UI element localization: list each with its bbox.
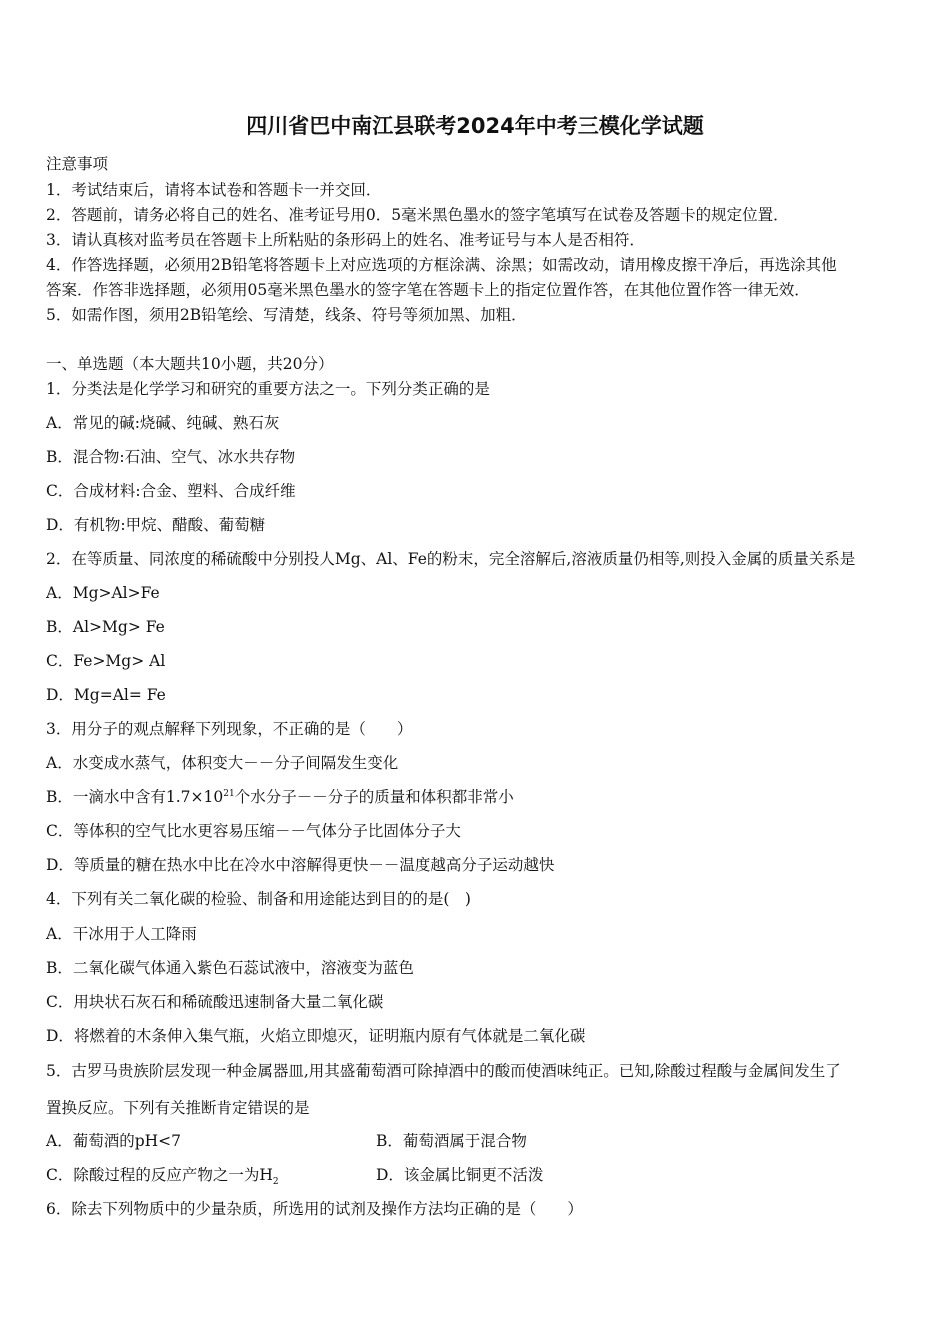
notice-item-2: 2．答题前，请务必将自己的姓名、准考证号用0．5毫米黑色墨水的签字笔填写在试卷及答题卡的规定位置． bbox=[46, 206, 789, 224]
q5-option-b: B．葡萄酒属于混合物 bbox=[376, 1132, 527, 1150]
q4-stem: 4．下列有关二氧化碳的检验、制备和用途能达到目的的是( ) bbox=[46, 890, 471, 908]
q4-option-a: A．干冰用于人工降雨 bbox=[46, 925, 197, 943]
q3-option-c: C．等体积的空气比水更容易压缩－－气体分子比固体分子大 bbox=[46, 822, 461, 840]
notice-item-1: 1．考试结束后，请将本试卷和答题卡一并交回． bbox=[46, 181, 382, 199]
q2-option-c: C．Fe>Mg> Al bbox=[46, 652, 166, 670]
q3-option-d: D．等质量的糖在热水中比在冷水中溶解得更快－－温度越高分子运动越快 bbox=[46, 856, 555, 874]
exam-title: 四川省巴中南江县联考2024年中考三模化学试题 bbox=[246, 114, 704, 138]
q5-option-d: D．该金属比铜更不活泼 bbox=[376, 1166, 544, 1184]
q1-option-a: A．常见的碱:烧碱、纯碱、熟石灰 bbox=[46, 414, 280, 432]
q1-option-c: C．合成材料:合金、塑料、合成纤维 bbox=[46, 482, 296, 500]
notice-item-4-cont: 答案．作答非选择题，必须用05毫米黑色墨水的签字笔在答题卡上的指定位置作答，在其他位置作答一律无效． bbox=[46, 281, 810, 299]
q2-option-b: B．Al>Mg> Fe bbox=[46, 618, 165, 636]
q2-stem: 2．在等质量、同浓度的稀硫酸中分别投人Mg、Al、Fe的粉末，完全溶解后,溶液质量仍相等,则投入金属的质量关系是 bbox=[46, 550, 856, 568]
q3-option-b: B．一滴水中含有$1.7\times 10^{21}$个水分子－－分子的质量和体积都非常小 bbox=[46, 788, 514, 806]
q4-option-c: C．用块状石灰石和稀硫酸迅速制备大量二氧化碳 bbox=[46, 993, 384, 1011]
q3-stem: 3．用分子的观点解释下列现象，不正确的是（ ） bbox=[46, 720, 413, 738]
notice-heading: 注意事项 bbox=[46, 155, 109, 173]
q5-option-c: C．除酸过程的反应产物之一为$H_2$ bbox=[46, 1166, 279, 1188]
q1-option-b: B．混合物:石油、空气、冰水共存物 bbox=[46, 448, 296, 466]
q5-option-a: A．葡萄酒的pH<7 bbox=[46, 1132, 181, 1150]
notice-item-3: 3．请认真核对监考员在答题卡上所粘贴的条形码上的姓名、准考证号与本人是否相符． bbox=[46, 231, 645, 249]
q2-option-d: D．Mg=Al= Fe bbox=[46, 686, 166, 704]
q1-option-d: D．有机物:甲烷、醋酸、葡萄糖 bbox=[46, 516, 266, 534]
q6-stem: 6．除去下列物质中的少量杂质，所选用的试剂及操作方法均正确的是（ ） bbox=[46, 1200, 583, 1218]
section-heading: 一、单选题（本大题共10小题，共20分） bbox=[46, 355, 334, 373]
q4-option-b: B．二氧化碳气体通入紫色石蕊试液中，溶液变为蓝色 bbox=[46, 959, 414, 977]
notice-item-5: 5．如需作图，须用2B铅笔绘、写清楚，线条、符号等须加黑、加粗． bbox=[46, 306, 527, 324]
q4-option-d: D．将燃着的木条伸入集气瓶，火焰立即熄灭，证明瓶内原有气体就是二氧化碳 bbox=[46, 1027, 586, 1045]
q5-stem-line1: 5．古罗马贵族阶层发现一种金属器皿,用其盛葡萄酒可除掉酒中的酸而使酒味纯正。已知,除酸过程酸与金属间发生了 bbox=[46, 1062, 841, 1080]
q1-stem: 1．分类法是化学学习和研究的重要方法之一。下列分类正确的是 bbox=[46, 380, 490, 398]
q2-option-a: A．Mg>Al>Fe bbox=[46, 584, 160, 602]
q5-stem-line2: 置换反应。下列有关推断肯定错误的是 bbox=[46, 1099, 310, 1117]
q3-option-a: A．水变成水蒸气，体积变大－－分子间隔发生变化 bbox=[46, 754, 399, 772]
notice-item-4: 4．作答选择题，必须用2B铅笔将答题卡上对应选项的方框涂满、涂黑；如需改动，请用橡皮擦干净后，再选涂其他 bbox=[46, 256, 837, 274]
